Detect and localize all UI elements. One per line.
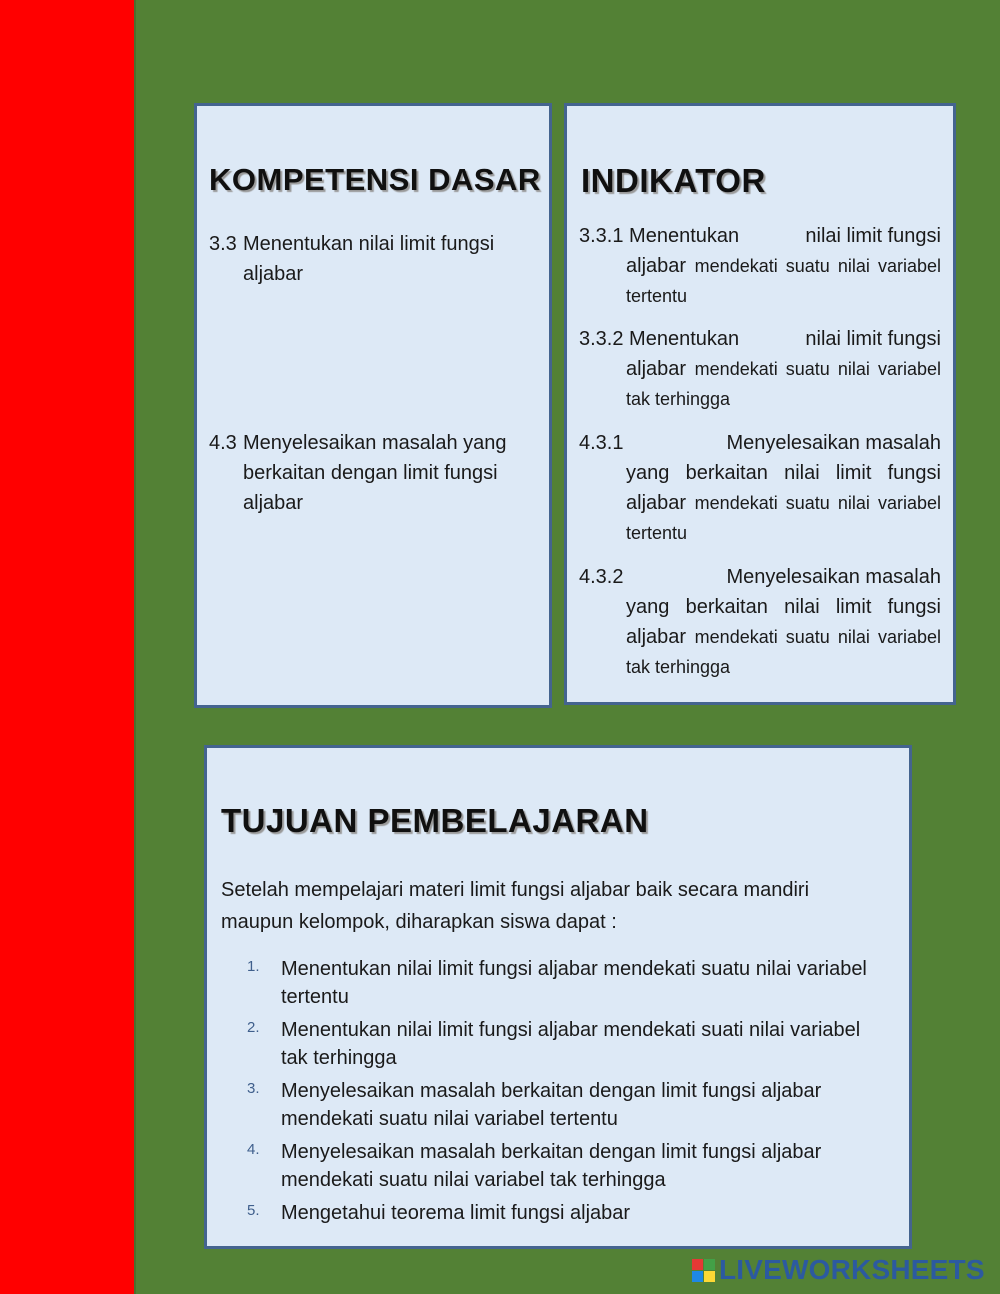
kompetensi-item	[209, 428, 545, 518]
indikator-item-text-small: mendekati suatu nilai variabel tertentu	[626, 493, 941, 543]
tujuan-item-number: 2.	[247, 1019, 260, 1036]
liveworksheets-logo-text: LIVEWORKSHEETS	[719, 1254, 985, 1285]
indikator-item-text: yang berkaitan nilai limit fungsi aljabar	[626, 462, 941, 514]
indikator-title: INDIKATOR	[581, 162, 766, 199]
tujuan-item-text: Mengetahui teorema limit fungsi aljabar	[281, 1202, 631, 1224]
indikator-item-line: nilai limit fungsi	[805, 225, 941, 247]
indikator-card	[564, 103, 956, 705]
tujuan-item-text: Menyelesaikan masalah berkaitan dengan limit fungsi aljabar mendekati suatu nilai variabel tertentu	[281, 1080, 822, 1130]
liveworksheets-logo-block	[692, 1259, 703, 1270]
tujuan-title: TUJUAN PEMBELAJARAN	[221, 802, 649, 839]
red-side-stripe	[0, 0, 136, 1294]
kompetensi-item-number: 3.3	[209, 233, 237, 255]
tujuan-list-item	[247, 1199, 887, 1227]
tujuan-intro: Setelah mempelajari materi limit fungsi aljabar baik secara mandiri maupun kelompok, diharapkan siswa dapat :	[221, 879, 810, 933]
tujuan-item-text: Menentukan nilai limit fungsi aljabar mendekati suati nilai variabel tak terhingga	[281, 1019, 861, 1069]
tujuan-list-item	[247, 955, 887, 1011]
tujuan-item-number: 1.	[247, 958, 260, 975]
indikator-item-text: yang berkaitan nilai limit fungsi aljabar	[626, 596, 941, 648]
indikator-item-text: aljabar	[626, 255, 687, 277]
indikator-item-text-small: mendekati suatu nilai variabel tak terhingga	[626, 359, 941, 409]
kompetensi-item-text: Menyelesaikan masalah yang berkaitan dengan limit fungsi aljabar	[243, 432, 507, 514]
indikator-item-number: 4.3.1	[579, 432, 624, 454]
indikator-item-line: Menyelesaikan masalah	[726, 566, 941, 588]
tujuan-pembelajaran-card	[204, 745, 912, 1249]
tujuan-list	[247, 955, 887, 1232]
indikator-item-text-small: mendekati suatu nilai variabel tertentu	[626, 256, 941, 306]
indikator-item	[579, 324, 941, 414]
liveworksheets-logo-block	[704, 1259, 715, 1270]
kompetensi-item-number: 4.3	[209, 432, 237, 454]
kompetensi-item-text: Menentukan nilai limit fungsi aljabar	[243, 233, 495, 285]
tujuan-list-item	[247, 1077, 887, 1133]
tujuan-item-text: Menentukan nilai limit fungsi aljabar mendekati suatu nilai variabel tertentu	[281, 958, 867, 1008]
liveworksheets-logo	[692, 1256, 985, 1284]
kompetensi-item	[209, 229, 545, 289]
tujuan-item-text: Menyelesaikan masalah berkaitan dengan limit fungsi aljabar mendekati suatu nilai variabel tak terhingga	[281, 1141, 822, 1191]
indikator-item-number: 3.3.1	[579, 225, 624, 247]
tujuan-item-number: 3.	[247, 1080, 260, 1097]
indikator-item	[579, 562, 941, 682]
tujuan-item-number: 5.	[247, 1202, 260, 1219]
indikator-item-text-small: mendekati suatu nilai variabel tak terhingga	[626, 627, 941, 677]
indikator-item-number: 4.3.2	[579, 566, 624, 588]
kompetensi-dasar-title: KOMPETENSI DASAR	[209, 162, 541, 197]
indikator-item-line: nilai limit fungsi	[805, 328, 941, 350]
indikator-item	[579, 221, 941, 311]
tujuan-item-number: 4.	[247, 1141, 260, 1158]
indikator-item-word: Menentukan	[629, 328, 740, 350]
tujuan-list-item	[247, 1016, 887, 1072]
kompetensi-dasar-card	[194, 103, 552, 708]
indikator-item-line: Menyelesaikan masalah	[726, 432, 941, 454]
indikator-item	[579, 428, 941, 548]
liveworksheets-logo-block	[704, 1271, 715, 1282]
liveworksheets-logo-icon	[692, 1259, 715, 1282]
indikator-item-number: 3.3.2	[579, 328, 624, 350]
indikator-item-word: Menentukan	[629, 225, 740, 247]
tujuan-list-item	[247, 1138, 887, 1194]
indikator-item-text: aljabar	[626, 358, 687, 380]
liveworksheets-logo-block	[692, 1271, 703, 1282]
